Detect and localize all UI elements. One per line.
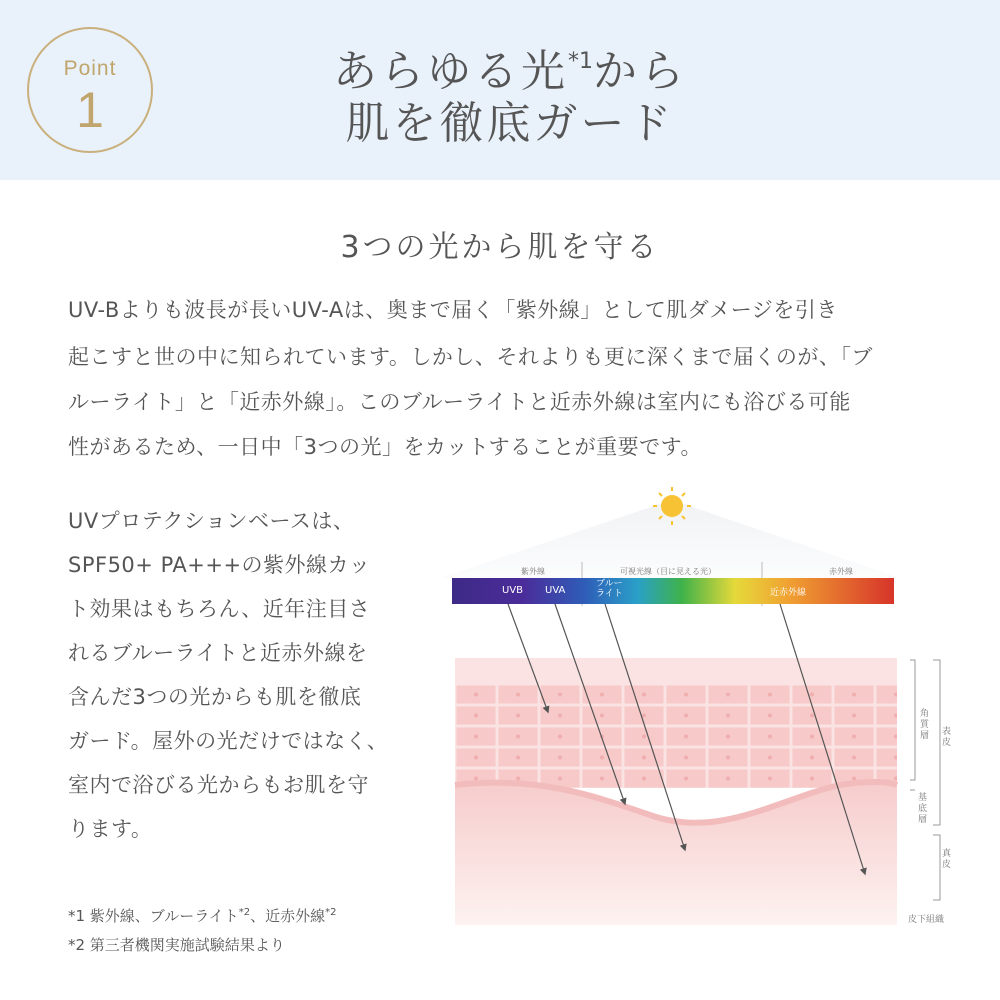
label-uva: UVA [545, 585, 566, 596]
footnote-1: *1 紫外線、ブルーライト$^{*2}$、近赤外線$^{*2}$ [68, 907, 337, 925]
label-basal-layer: 基底層 [916, 792, 926, 825]
body-line: ガード。屋外の光だけではなく、 [68, 729, 389, 753]
body-line: UVプロテクションベースは、 [68, 509, 355, 533]
body-line: 室内で浴びる光からもお肌を守 [68, 773, 369, 797]
intro-line: UV-Bよりも波長が長いUV-Aは、奥まで届く「紫外線」として肌ダメージを引き [68, 298, 838, 322]
badge-number: 1 [76, 82, 104, 138]
intro-line: 起こすと世の中に知られています。しかし、それよりも更に深くまで届くのが、「ブ [68, 345, 873, 369]
footnote-2: *2 第三者機関実施試験結果より [68, 936, 285, 954]
label-visible-band: 可視光線（目に見える光） [620, 567, 716, 576]
label-ir-band: 赤外線 [829, 567, 853, 576]
label-blue-light: ブルー ライト [596, 579, 623, 599]
label-uv-band: 紫外線 [521, 567, 545, 576]
body-line: SPF50+ PA+++の紫外線カッ [68, 553, 371, 577]
label-stratum-corneum: 角質層 [918, 708, 928, 741]
body-line: ります。 [68, 817, 153, 841]
intro-line: ルーライト」と「近赤外線」。このブルーライトと近赤外線は室内にも浴びる可能 [68, 390, 851, 414]
intro-line: 性があるため、一日中「3つの光」をカットすることが重要です。 [68, 435, 702, 459]
body-line: 含んだ3つの光からも肌を徹底 [68, 685, 362, 709]
diagram-graphic [420, 480, 1000, 940]
headline-line-1 [250, 46, 770, 97]
label-subcutaneous: 皮下組織 [908, 915, 945, 925]
point-badge [27, 27, 153, 153]
label-uvb: UVB [502, 585, 524, 596]
section-subtitle: 3つの光から肌を守る [340, 230, 660, 265]
label-epidermis: 表皮 [940, 726, 950, 748]
badge-word: Point [63, 57, 117, 80]
headline-text-end: から [593, 46, 687, 97]
body-line: ト効果はもちろん、近年注目さ [68, 597, 371, 621]
headline-footnote-mark: *1 [568, 49, 593, 74]
label-near-infrared: 近赤外線 [770, 588, 807, 598]
header-banner [0, 0, 1000, 180]
label-dermis: 真皮 [940, 848, 950, 870]
headline-text: あらゆる光 [333, 46, 568, 97]
body-line: れるブルーライトと近赤外線を [68, 641, 368, 665]
headline-line-2: 肌を徹底ガード [345, 98, 675, 149]
light-penetration-diagram [420, 480, 1000, 940]
